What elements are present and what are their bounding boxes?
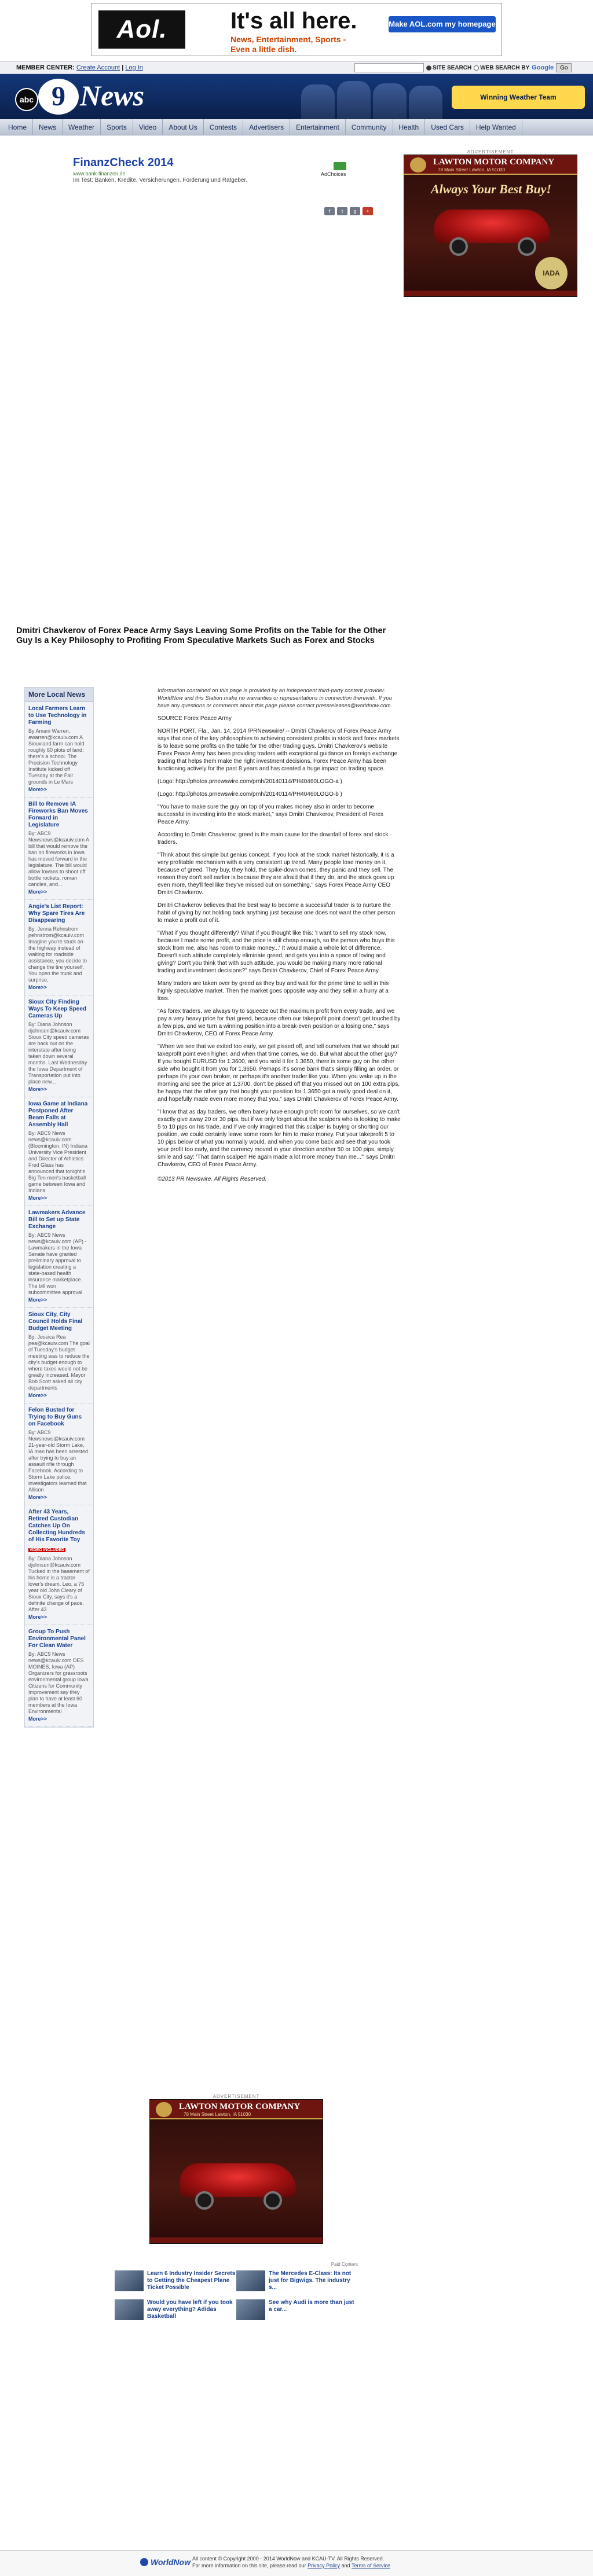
dealer-emblem-icon [410,157,426,172]
member-separator: | [122,64,124,71]
news-item-more[interactable]: More>> [28,787,47,792]
news-item-more[interactable]: More>> [28,889,47,895]
web-search-radio[interactable] [474,65,529,71]
article-copyright: ©2013 PR Newswire. All Rights Reserved. [158,1176,267,1182]
policy-line [192,2562,390,2569]
abc-logo-icon: abc [15,88,38,111]
nav-community[interactable]: Community [346,119,393,135]
google-share-icon[interactable]: g [350,207,360,215]
news-item-body: By: Jessica Rea jrea@kcauiv.com The goal of Tuesday's budget meeting was to reduce the city's budget enough to where taxes would not be greatly increased. Mayor Bob Scott asked all city departments [28,1334,90,1391]
list-item[interactable] [25,900,93,995]
nav-used-cars[interactable]: Used Cars [425,119,470,135]
sponsored-title[interactable]: See why Audi is more than just a car... [269,2299,354,2313]
news-item-title[interactable]: Sioux City Finding Ways To Keep Speed Cameras Up [28,999,87,1019]
article-paragraph: "What if you thought differently? What if you thought like this: 'I want to sell my stock now, because I made some profit, and the price is still cheap enough, so the person who buys this stock from me, also has room to make money...' It would make a whole lot of difference. Doesn't such attitude completely eliminate greed, and gets you into a space of loving and giving? Don't you think that with such attitude, you would be making many more rational trading and investment decisions?" says Dmitri Chavkerov, Chief of Forex Peace Army. [158,930,395,974]
site-header [0,74,593,119]
article-paragraph: "When we see that we exited too early, we get pissed off, and tell ourselves that we should put takeprofit point even higher, and when that time comes, we do. But what about the other guy? If you bought EURUSD for 1.3600, and you sold it for 1.3650, there is some guy on the other side who bought it from you for 1.3650. Perhaps it's some bank that's simply filling an order, or perhaps it's your own broker, or perhaps it's another trader like you. When you wake up in the morning and see the price at 1.3700, don't be pissed off that you missed out on 100 extra pips, be happy that the other guy that bought your position for 1.3650 got a really good deal on it, and hopefully made even more money that you," says Dmitri Chavkerov of Forex Peace Army. [158,1043,400,1103]
article-source: SOURCE Forex Peace Army [158,715,232,722]
make-homepage-button[interactable]: Make AOL.com my homepage [389,16,496,32]
article-headline: Dmitri Chavkerov of Forex Peace Army Says Leaving Some Profits on the Table for the Other Guy Is a Key Philosophy to Profiting From Speculative Markets Such as Forex and Stocks [16,626,386,645]
aol-logo: Aol. [98,10,185,49]
nav-entertainment[interactable]: Entertainment [290,119,346,135]
video-included-badge: VIDEO INCLUDED [30,1548,64,1552]
list-item[interactable] [25,1625,93,1727]
lawton-ad-header [150,2100,323,2119]
top-banner-ad[interactable] [91,3,502,56]
news-item-more[interactable]: More>> [28,1392,47,1398]
site-search-radio[interactable] [426,65,471,71]
main-nav [0,119,593,135]
finanz-ad-desc: Im Test: Banken, Kredite, Versicherungen. Förderung und Ratgeber. [73,177,248,183]
sponsored-content [115,2262,358,2320]
dealer-name: LAWTON MOTOR COMPANY [433,157,555,167]
article-body [158,687,401,1183]
article-paragraph: Dmitri Chavkerov believes that the best way to become a successful trader is to nurture the habit of giving by not holding back anything just because one does not want the other person to make a profit out of it. [158,902,396,924]
search-input[interactable] [354,63,424,72]
news-item-body: By: Diana Johnson djohnson@kcauiv.com Sioux City speed cameras are back out on the interstate after being taken down several months. Last Wednesday the Iowa Department of Transportation put into place new... [28,1021,89,1085]
ad-label: ADVERTISEMENT [213,2094,260,2099]
radio-icon [474,65,479,71]
news-item-body: By: ABC9 News news@kcauiv.com (AP) - Lawmakers in the Iowa Senate have granted preliminary approval to legislation creating a state-based health insurance marketplace. The bill won subcommittee approval [28,1232,87,1295]
article-paragraph: "You have to make sure the guy on top of you makes money also in order to become successful in investing into the stock market," says Dmitri Chavkerov, President of Forex Peace Army. [158,804,384,825]
radio-selected-icon [426,65,431,71]
sponsored-title[interactable]: Learn 6 Industry Insider Secrets to Getting the Cheapest Plane Ticket Possible [147,2270,236,2291]
news-item-title[interactable]: Local Farmers Learn to Use Technology in Farming [28,705,87,726]
nav-sports[interactable]: Sports [101,119,133,135]
worldnow-logo[interactable] [140,2557,191,2567]
dealer-address: 78 Main Street Lawton, IA 51030 [184,2112,251,2117]
article-logo-link[interactable]: (Logo: http://photos.prnewswire.com/prnh/20140114/PH40460LOGO-a ) [158,778,342,785]
news-item-more[interactable]: More>> [28,1195,47,1201]
list-item[interactable] [25,798,93,900]
news-item-title[interactable]: Lawmakers Advance Bill to Set up State Exchange [28,1210,86,1230]
ad-subline-1: News, Entertainment, Sports - [230,35,346,44]
google-logo: Google [532,64,554,71]
sponsored-item[interactable] [115,2299,236,2320]
member-center [16,64,143,71]
share-tools [324,207,373,215]
news-item-more[interactable]: More>> [28,1086,47,1092]
news-item-body: By: Jenna Rehnstrom jrehnstrom@kcauiv.com Imagine you're stuck on the highway instead of waiting for roadside assistance, you decide to change the tire yourself. You open the trunk and surprise, [28,926,87,983]
news-item-body: By: ABC9 Newsnews@kcauiv.com 21-year-old Storm Lake, IA man has been arrested after trying to buy an assault rifle through Facebook. According to Storm Lake police, investigators learned that Allison [28,1430,89,1493]
list-item[interactable] [25,1308,93,1403]
red-car-image [434,210,550,243]
right-column [404,149,577,297]
news-item-more[interactable]: More>> [28,1716,47,1722]
article-paragraph: Many traders are taken over by greed as they buy and wait for the prime time to sell in this highly speculative market. Then the market goes opposite way and they sell in a hurry at a loss. [158,980,389,1002]
news-item-more[interactable]: More>> [28,1494,47,1500]
adchoices-label: AdChoices [321,171,346,177]
lower-ad [115,2094,358,2244]
list-item[interactable] [25,1505,93,1625]
facebook-share-icon[interactable]: f [324,207,335,215]
list-item[interactable] [25,995,93,1097]
news-item-title[interactable]: Group To Push Environmental Panel For Clean Water [28,1629,86,1649]
article-logo-link[interactable]: (Logo: http://photos.prnewswire.com/prnh/20140114/PH40460LOGO-b ) [158,791,342,798]
news-item-title[interactable]: Angie's List Report: Why Spare Tires Are Disappearing [28,903,85,924]
nav-home[interactable]: Home [0,119,33,135]
lawton-ad-header [404,155,577,175]
more-local-news-title: More Local News [25,688,93,702]
sponsored-thumbnail[interactable] [236,2270,265,2291]
article-paragraph: "Think about this simple but genius concept. If you look at the stock market historically, it is a very profitable mechanism with a very consistent up trend. Many people lose money on it, because of greed. They buy, they hold, the spike-down comes, they panic and they sell. The reason they don't sell earlier is because they are afraid that if they do, and the stock goes up even more, they'll feel like they've missed out on something," says Forex Peace Army CEO Dmitri Chavkerov. [158,852,394,896]
twitter-share-icon[interactable]: t [337,207,347,215]
lawton-motor-ad[interactable] [404,155,577,297]
adchoices-icon [334,162,346,170]
abc9-news-logo[interactable] [15,78,145,116]
sponsored-item[interactable] [115,2270,236,2291]
article-paragraph: "I know that as day traders, we often barely have enough profit room for ourselves, so we can't exactly give away 20 or 30 pips, but if we only forget about the scalpers who is looking to make 5 to 10 pips on his trade, and if we only imagined that this scalper is buying or shorting our position, we could certainly leave some room for him to make money. Put your takeprofit 5 to 10 pips below of what you normally would, and when you come back and see that you took your profit too early, and the currency moved in your direction another 50 or 100 pips, simply smile and say: 'That damn scalper! He again made a lot more money than me...'" says Dmitri Chavkerov, CEO of Forex Peace Army. [158,1109,401,1168]
worldnow-globe-icon [140,2558,148,2566]
finanz-ad-url[interactable]: www.bank-finanzen.de [73,171,126,177]
news-item-body: By: ABC9 Newsnews@kcauiv.com A bill that would remove the ban on fireworks in Iowa has moved forward in the legislature. The bill would allow Iowans to shoot off bottle rockets, roman candles, and... [28,831,89,887]
privacy-policy-link[interactable]: Privacy Policy [308,2563,341,2568]
sponsored-item[interactable] [236,2299,358,2320]
car-wheel-icon [195,2191,214,2210]
search-go-button[interactable]: Go [556,63,572,72]
header-promo[interactable]: Winning Weather Team [452,86,585,109]
news-item-body: By: ABC9 News news@kcauiv.com (Bloomington, IN) Indiana University Vice President and Director of Athletics Fred Glass has announced that tonight's Big Ten men's basketball game between Iowa and Indiana [28,1130,88,1193]
news-item-more[interactable]: More>> [28,1614,47,1620]
more-share-icon[interactable]: + [363,207,373,215]
policy-and: and [341,2563,350,2568]
list-item[interactable] [25,1097,93,1206]
list-item[interactable] [25,1206,93,1308]
member-center-label: MEMBER CENTER: [16,64,75,71]
finanz-ad-title[interactable]: FinanzCheck 2014 [73,156,174,169]
ad-subline-2: Even a little dish. [230,45,297,54]
ad-label: ADVERTISEMENT [467,149,514,155]
site-footer [0,2550,593,2576]
sponsored-thumbnail[interactable] [236,2299,265,2320]
third-party-disclaimer: Information contained on this page is provided by an independent third-party content provider. WorldNow and this Station make no warranties or representations in connection therewith. If you have any questions or comments about this page please contact pressreleases@worldnow.com. [158,688,393,709]
dealer-emblem-icon [156,2102,172,2117]
news-item-body: By: ABC9 News news@kcauiv.com DES MOINES, Iowa (AP) Organizers for grassroots environmental group Iowa Citizens for Community Improvement say they plan to have at least 60 members at the Iowa Environmental [28,1651,89,1714]
news-item-title[interactable]: Sioux City, City Council Holds Final Budget Meeting [28,1311,83,1332]
news-item-title[interactable]: Iowa Game at Indiana Postponed After Beam Falls at Assembly Hall [28,1101,88,1128]
nav-advertisers[interactable]: Advertisers [243,119,290,135]
list-item[interactable] [25,702,93,798]
car-wheel-icon [263,2191,282,2210]
sponsored-title[interactable]: Would you have left if you took away everything? Adidas Basketball [147,2299,233,2320]
nav-contests[interactable]: Contests [204,119,243,135]
adchoices[interactable] [316,162,363,179]
search-area [354,63,572,72]
policy-prefix: For more information on this site, please read our [192,2563,306,2568]
ad-headline: It's all here. [230,8,357,34]
copyright-line: All content © Copyright 2000 - 2014 WorldNow and KCAU-TV. All Rights Reserved. [192,2556,385,2562]
worldnow-wordmark: WorldNow [151,2557,191,2567]
nav-video[interactable]: Video [133,119,163,135]
news-item-body: By: Diana Johnson djohnson@kcauiv.com Tucked in the basement of his home is a tractor lover's dream. Leo, a 75 year old John Cleary of Sioux City, says it's a definite change of pace. After 43 [28,1556,90,1612]
ad-footer-bar [150,2237,323,2243]
article-paragraph: According to Dmitri Chavkerov, greed is the main cause for the downfall of forex and stock traders. [158,832,389,846]
list-item[interactable] [25,1403,93,1505]
lawton-motor-ad-lower[interactable] [149,2099,323,2244]
nav-health[interactable]: Health [393,119,426,135]
create-account-link[interactable]: Create Account [76,64,120,71]
login-link[interactable]: Log In [125,64,143,71]
finanz-ad[interactable] [73,156,363,191]
nav-weather[interactable]: Weather [63,119,101,135]
member-bar [0,61,593,74]
more-local-news [24,687,94,1728]
dealer-name: LAWTON MOTOR COMPANY [179,2102,301,2111]
news-item-body: By Amani Warren, awarren@kcauiv.com A Siouxland farm can hold roughly 60 plots of land; there's a school. The Precision Technology Institute kicked off Tuesday at the Fair grounds in Le Mars [28,728,85,785]
news-item-title[interactable]: After 43 Years, Retired Custodian Catches Up On Collecting Hundreds of His Favorite Toy [28,1509,85,1543]
news-item-more[interactable]: More>> [28,984,47,990]
footer-text [192,2555,390,2569]
article-paragraph: "As forex traders, we always try to squeeze out the maximum profit from every trade, and we pay a very heavy price for that greed, because often our takeprofit point doesn't get touched by a few pips, and we turn a winning position into a break-even position or a losing one," says Dmitri Chavkerov, CEO of Forex Peace Army. [158,1008,401,1037]
news-item-title[interactable]: Felon Busted for Trying to Buy Guns on Facebook [28,1407,82,1427]
nine-logo: 9 [38,79,79,115]
news-team-photo [301,76,446,119]
sponsored-title[interactable]: The Mercedes E-Class: Its not just for Bigwigs. The industry s... [269,2270,352,2291]
news-item-title[interactable]: Bill to Remove IA Fireworks Ban Moves Forward in Legislature [28,801,88,828]
nav-help-wanted[interactable]: Help Wanted [470,119,522,135]
news-wordmark: News [80,79,145,112]
dealer-address: 78 Main Street Lawton, IA 51030 [438,167,506,172]
car-wheel-icon [449,237,468,256]
site-search-label: SITE SEARCH [433,64,472,71]
nav-news[interactable]: News [33,119,63,135]
web-search-label: WEB SEARCH BY [480,64,530,71]
ad-footer-bar [404,291,577,296]
terms-of-service-link[interactable]: Terms of Service [352,2563,391,2568]
news-item-more[interactable]: More>> [28,1297,47,1303]
nav-about-us[interactable]: About Us [163,119,203,135]
article-paragraph: NORTH PORT, Fla., Jan. 14, 2014 /PRNewswire/ -- Dmitri Chavkerov of Forex Peace Army says that one of the key philosophies to achieving consistent profits in stock and forex markets is to leave some profits on the table for the other trading guys. Dmitri Chavkerov's website Forex Peace Army has been providing traders with exceptional guidance on foreign exchange trading that helps them make the right investment decisions. Forex Peace Army has been functioning actively for the past 8 years and has created a huge impact on trading space. [158,728,400,772]
ad-subline [230,35,346,54]
dealer-slogan: Always Your Best Buy! [430,182,552,196]
paid-content-label: Paid Content [331,2262,358,2267]
red-car-image [180,2163,296,2197]
iada-badge: IADA [535,257,568,289]
sponsored-item[interactable] [236,2270,358,2291]
sponsored-thumbnail[interactable] [115,2270,144,2291]
sponsored-thumbnail[interactable] [115,2299,144,2320]
car-wheel-icon [518,237,536,256]
